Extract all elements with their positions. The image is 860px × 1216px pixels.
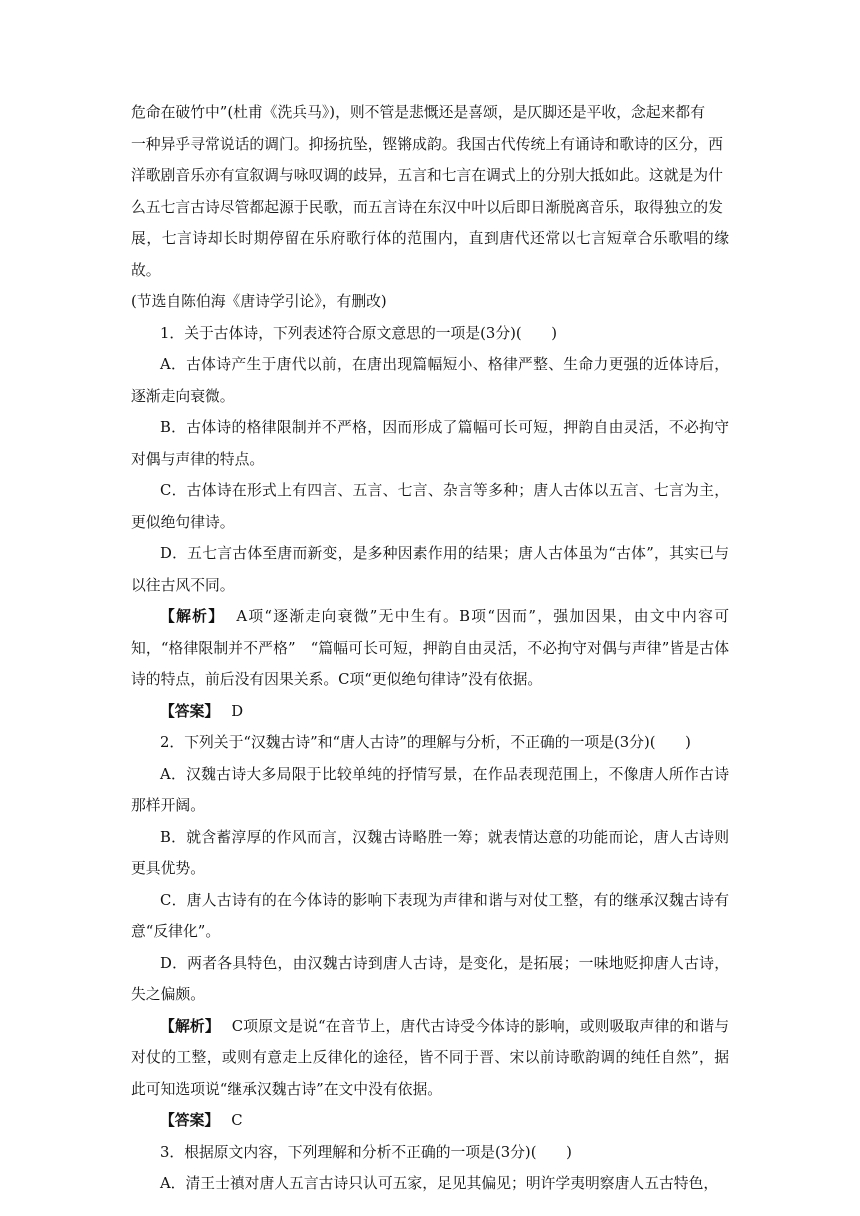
option-d: D．五七言古体至唐而新变，是多种因素作用的结果；唐人古体虽为“古体”，其实已与以往古风不同。 <box>131 545 729 594</box>
passage-source: (节选自陈伯海《唐诗学引论》，有删改) <box>131 293 387 310</box>
passage-line: 么五七言古诗尽管都起源于民歌，而五言诗在东汉中叶以后即日渐脱离音乐，取得独立的发 <box>131 198 723 216</box>
option-a: A．古体诗产生于唐代以前，在唐出现篇幅短小、格律严整、生命力更强的近体诗后，逐渐走向衰微。 <box>131 356 729 405</box>
option-b: B．就含蓄淳厚的作风而言，汉魏古诗略胜一筹；就表情达意的功能而论，唐人古诗则更具优势。 <box>131 828 729 877</box>
analysis-text: A项“逐渐走向衰微”无中生有。B项“因而”，强加因果，由文中内容可知，“格律限制并不严格” “篇幅可长可短，押韵自由灵活，不必拘守对偶与声律”皆是古体诗的特点，前后没有因果关系。C项“更似绝句律诗”没有依据。 <box>131 608 729 688</box>
answer-value: D <box>231 702 244 720</box>
analysis <box>131 601 729 696</box>
analysis-text: C项原文是说“在音节上，唐代古诗受今体诗的影响，或则吸取声律的和谐与对仗的工整，或则有意走上反律化的途径，皆不同于晋、宋以前诗歌韵调的纯任自然”，据此可知选项说“继承汉魏古诗”在文中没有依据。 <box>131 1017 729 1098</box>
question-stem: 2．下列关于“汉魏古诗”和“唐人古诗”的理解与分析，不正确的一项是(3分)( ) <box>160 734 691 751</box>
passage-line: 展，七言诗却长时期停留在乐府歌行体的范围内，直到唐代还常以七言短章合乐歌唱的缘故。 <box>131 230 729 279</box>
option-a: A．清王士禛对唐人五言古诗只认可五家，足见其偏见；明许学夷明察唐人五古特色， <box>160 1175 719 1192</box>
answer-label: 【答案】 <box>160 1112 220 1129</box>
passage-line: 一种异乎寻常说话的调门。抑扬抗坠，铿锵成韵。我国古代传统上有诵诗和歌诗的区分，西 <box>131 135 723 153</box>
option-d: D．两者各具特色，由汉魏古诗到唐人古诗，是变化，是拓展；一味地贬抑唐人古诗，失之偏颇。 <box>131 954 729 1003</box>
question-2 <box>131 727 729 1137</box>
analysis-label: 【解析】 <box>160 1017 220 1035</box>
document-body <box>131 97 729 1200</box>
option-c: C．古体诗在形式上有四言、五言、七言、杂言等多种；唐人古体以五言、七言为主，更似绝句律诗。 <box>131 482 729 531</box>
analysis <box>131 1011 729 1106</box>
option-b: B．古体诗的格律限制并不严格，因而形成了篇幅可长可短，押韵自由灵活，不必拘守对偶与声律的特点。 <box>131 419 729 468</box>
answer <box>131 696 729 728</box>
option-a: A．汉魏古诗大多局限于比较单纯的抒情写景，在作品表现范围上，不像唐人所作古诗那样开阔。 <box>131 765 729 814</box>
question-1 <box>131 318 729 728</box>
answer <box>131 1105 729 1137</box>
question-3 <box>131 1137 729 1200</box>
option-c: C．唐人古诗有的在今体诗的影响下表现为声律和谐与对仗工整，有的继承汉魏古诗有意“反律化”。 <box>131 891 729 940</box>
passage-line: 洋歌剧音乐亦有宣叙调与咏叹调的歧异，五言和七言在调式上的分别大抵如此。这就是为什 <box>131 167 723 184</box>
passage-excerpt <box>131 97 729 318</box>
analysis-label: 【解析】 <box>160 608 225 625</box>
answer-value: C <box>231 1112 243 1129</box>
passage-line: 危命在破竹中”(杜甫《洗兵马》)，则不管是悲慨还是喜颂，是仄脚还是平收，念起来都有 <box>131 104 705 121</box>
question-stem: 3．根据原文内容，下列理解和分析不正确的一项是(3分)( ) <box>160 1143 572 1161</box>
question-stem: 1．关于古体诗，下列表述符合原文意思的一项是(3分)( ) <box>160 324 558 342</box>
answer-label: 【答案】 <box>160 702 220 720</box>
